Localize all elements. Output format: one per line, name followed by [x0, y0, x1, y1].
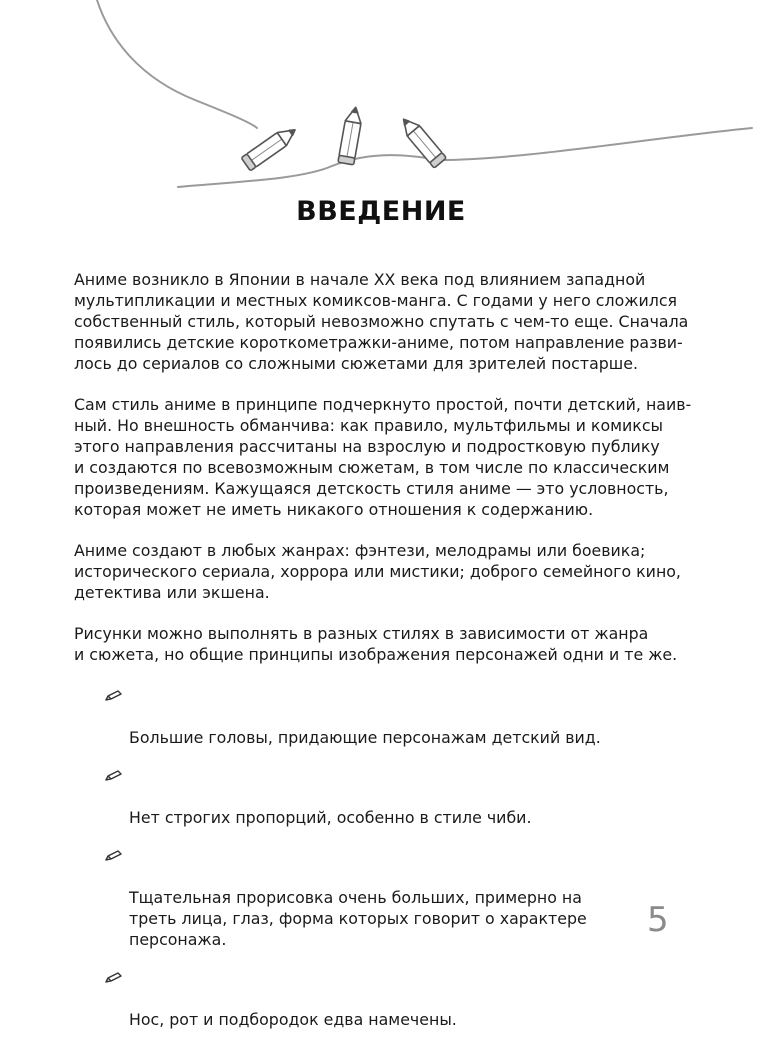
- pencil-icon: [104, 850, 123, 862]
- pencil-illustration-3: [398, 114, 447, 168]
- pencil-illustration-2: [338, 106, 364, 165]
- paragraph-1: Аниме возникло в Японии в начале XX века под влиянием западной мультипликации и местных комиксов-манга. С годами у него сложился собственный стиль, который невозможно спутать с чем-то еще. Сначала появились детские короткометражки-аниме, потом направление разви- лось до сериалов со сложными сюжетами для зрителей постарше.: [74, 270, 689, 373]
- paragraph-4: Рисунки можно выполнять в разных стилях в зависимости от жанра и сюжета, но общие принципы изображения персонажей одни и те же.: [74, 624, 678, 664]
- paragraph-3: Аниме создают в любых жанрах: фэнтези, мелодрамы или боевика; исторического сериала, хоррора или мистики; доброго семейного кино, детектива или экшена.: [74, 541, 681, 602]
- pencil-icon: [104, 770, 123, 782]
- feature-list: [74, 685, 694, 1030]
- list-item-text: Большие головы, придающие персонажам детский вид.: [129, 728, 601, 747]
- list-item-text: Нос, рот и подбородок едва намечены.: [129, 1010, 457, 1029]
- pencil-icon: [104, 972, 123, 984]
- header-decoration: [0, 0, 762, 200]
- list-item-text: Нет строгих пропорций, особенно в стиле чиби.: [129, 808, 532, 827]
- page-body: [74, 269, 694, 1047]
- list-item: [104, 845, 694, 950]
- list-item-text: Тщательная прорисовка очень больших, примерно на треть лица, глаз, форма которых говорит о характере персонажа.: [129, 888, 587, 949]
- paragraph-2: Сам стиль аниме в принципе подчеркнуто простой, почти детский, наив- ный. Но внешность обманчива: как правило, мультфильмы и комиксы этого направления рассчитаны на взрослую и подростковую публику и создаются по всевозможным сюжетам, в том числе по классическим произведениям. Кажущаяся детскость стиля аниме — это условность, которая может не иметь никакого отношения к содержанию.: [74, 395, 692, 519]
- page-title: ВВЕДЕНИЕ: [296, 196, 466, 227]
- pencil-icon: [104, 690, 123, 702]
- list-item: [104, 967, 694, 1030]
- list-item: [104, 685, 694, 748]
- list-item: [104, 765, 694, 828]
- page-number: 5: [647, 900, 669, 940]
- pencil-illustration-1: [241, 123, 299, 171]
